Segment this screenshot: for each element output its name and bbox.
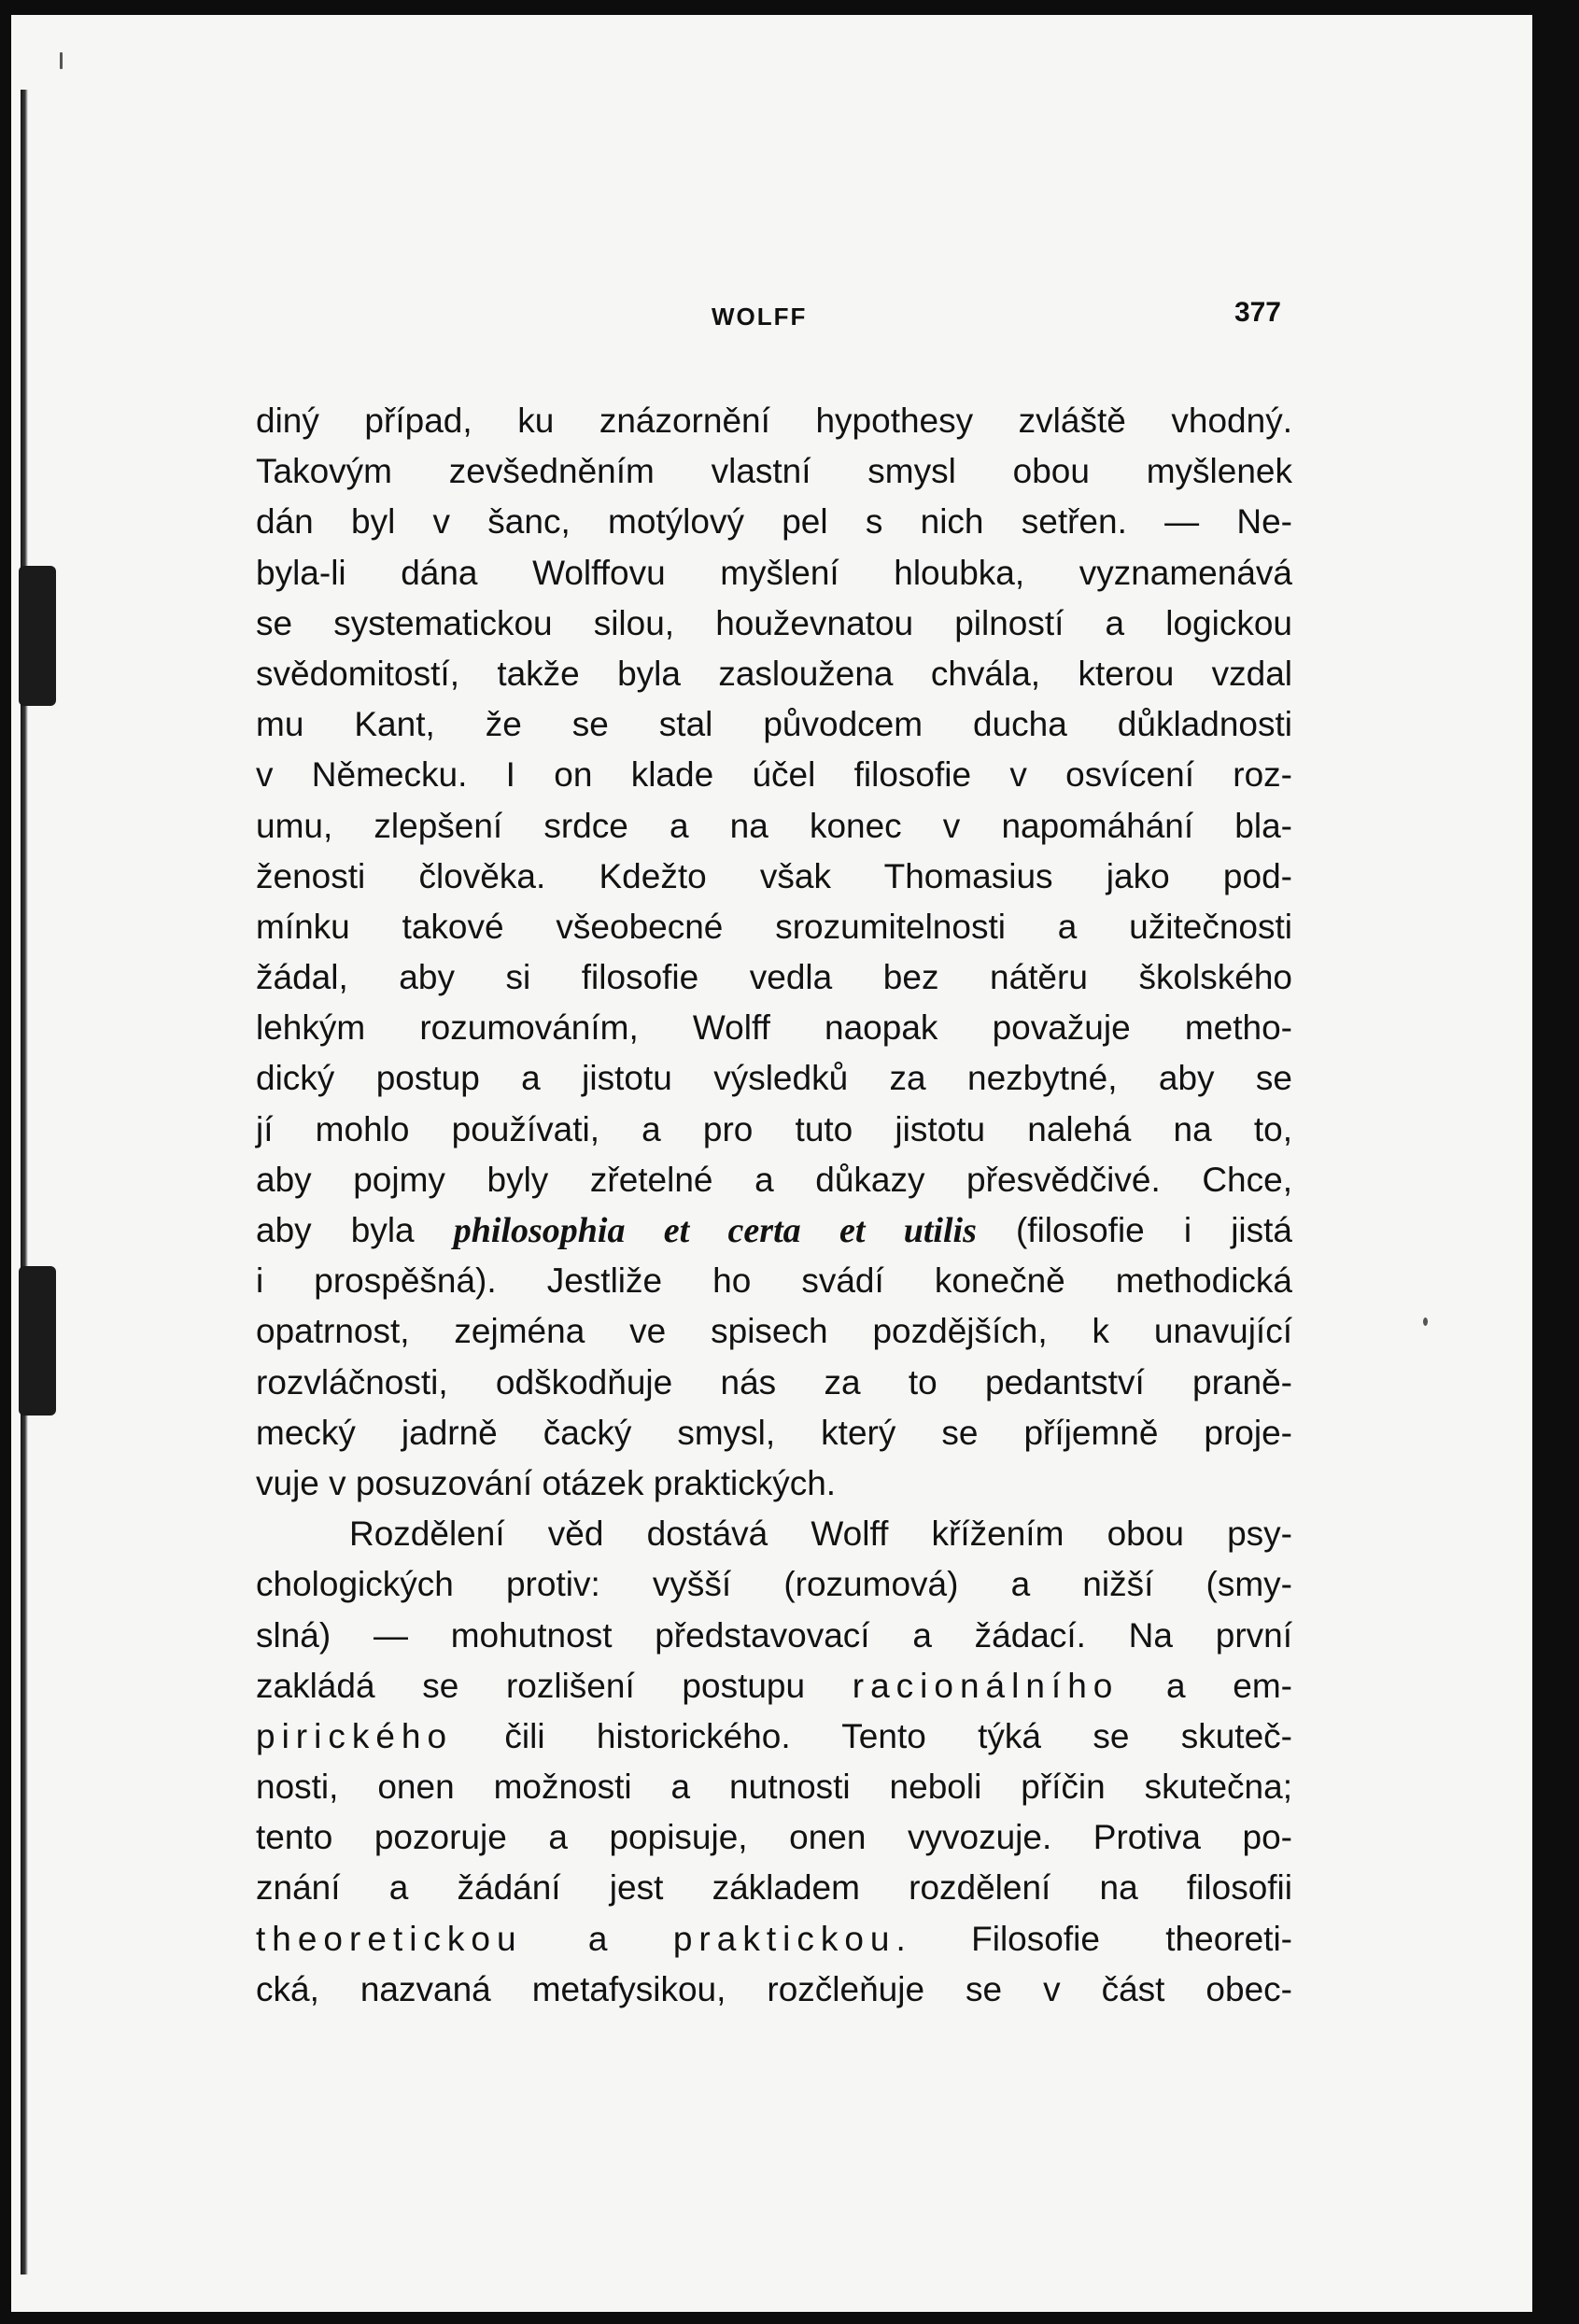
text-line: nosti, onen možnosti a nutnosti neboli příčin skutečna;: [256, 1768, 1292, 1807]
spaced-term: pirického: [256, 1716, 454, 1755]
text-line: jí mohlo používati, a pro tuto jistotu nalehá na to,: [256, 1109, 1292, 1148]
text-line-with-spaced-terms: theoretickou a praktickou. Filosofie theoreti-: [256, 1919, 1292, 1958]
paragraph-end-line: vuje v posuzování otázek praktických.: [256, 1463, 837, 1502]
spaced-term: theoretickou: [256, 1919, 523, 1958]
body-text: [256, 396, 1292, 2015]
page-number: 377: [1234, 297, 1281, 328]
text-line: i prospěšná). Jestliže ho svádí konečně methodická: [256, 1261, 1292, 1301]
text-line-with-spaced-term: pirického čili historického. Tento týká se skuteč-: [256, 1716, 1292, 1755]
text-line: dán byl v šanc, motýlový pel s nich setřen. — Ne-: [256, 502, 1292, 542]
paper-speck: [60, 52, 63, 69]
text-line: mu Kant, že se stal původcem ducha důkladnosti: [256, 705, 1292, 744]
text-line: opatrnost, zejména ve spisech pozdějších, k unavující: [256, 1312, 1292, 1351]
text-line: mínku takové všeobecné srozumitelnosti a užitečnosti: [256, 907, 1292, 946]
text-line: svědomitostí, takže byla zasloužena chvála, kterou vzdal: [256, 654, 1292, 693]
text-line: byla-li dána Wolffovu myšlení hloubka, vyznamenává: [256, 553, 1292, 592]
text-line: dický postup a jistotu výsledků za nezbytné, aby se: [256, 1059, 1292, 1098]
spine-blot: [19, 1266, 56, 1416]
text-line: cká, nazvaná metafysikou, rozčleňuje se v část obec-: [256, 1969, 1292, 2008]
text-line-with-italic: aby byla philosophia et certa et utilis (filosofie i jistá: [256, 1211, 1292, 1250]
paragraph-start-line: Rozdělení věd dostává Wolff křížením obou psy-: [349, 1514, 1292, 1554]
text-line: diný případ, ku znázornění hypothesy zvláště vhodný.: [256, 401, 1292, 440]
spaced-term: racionálního: [852, 1666, 1120, 1705]
spine-blot: [19, 566, 56, 706]
text-line: znání a žádání jest základem rozdělení na filosofii: [256, 1868, 1292, 1908]
running-head: WOLFF: [712, 303, 808, 331]
page-header: [245, 297, 1281, 340]
text-line: se systematickou silou, houževnatou pilností a logickou: [256, 603, 1292, 642]
text-line: lehkým rozumováním, Wolff naopak považuje metho-: [256, 1008, 1292, 1048]
text-line: umu, zlepšení srdce a na konec v napomáhání bla-: [256, 806, 1292, 845]
text-line: slná) — mohutnost představovací a žádací. Na první: [256, 1615, 1292, 1655]
text-line: žádal, aby si filosofie vedla bez nátěru školského: [256, 958, 1292, 997]
text-line: rozvláčnosti, odškodňuje nás za to pedantství praně-: [256, 1362, 1292, 1401]
text-line: chologických protiv: vyšší (rozumová) a nižší (smy-: [256, 1565, 1292, 1604]
text-line: Takovým zevšedněním vlastní smysl obou myšlenek: [256, 452, 1292, 491]
text-line: mecký jadrně čacký smysl, který se příjemně proje-: [256, 1413, 1292, 1452]
text-line: v Německu. I on klade účel filosofie v osvícení roz-: [256, 755, 1292, 795]
text-line-with-spaced-term: zakládá se rozlišení postupu racionálního a em-: [256, 1666, 1293, 1705]
text-line: ženosti člověka. Kdežto však Thomasius jako pod-: [256, 856, 1292, 895]
book-page: [11, 15, 1532, 2312]
spaced-term: praktickou: [672, 1919, 896, 1958]
text-line: aby pojmy byly zřetelné a důkazy přesvědčivé. Chce,: [256, 1160, 1292, 1199]
text-line: tento pozoruje a popisuje, onen vyvozuje. Protiva po-: [256, 1818, 1292, 1857]
latin-phrase: philosophia et certa et utilis: [453, 1211, 977, 1250]
paper-speck: [1423, 1317, 1428, 1326]
page-spine-shadow: [21, 90, 28, 2275]
